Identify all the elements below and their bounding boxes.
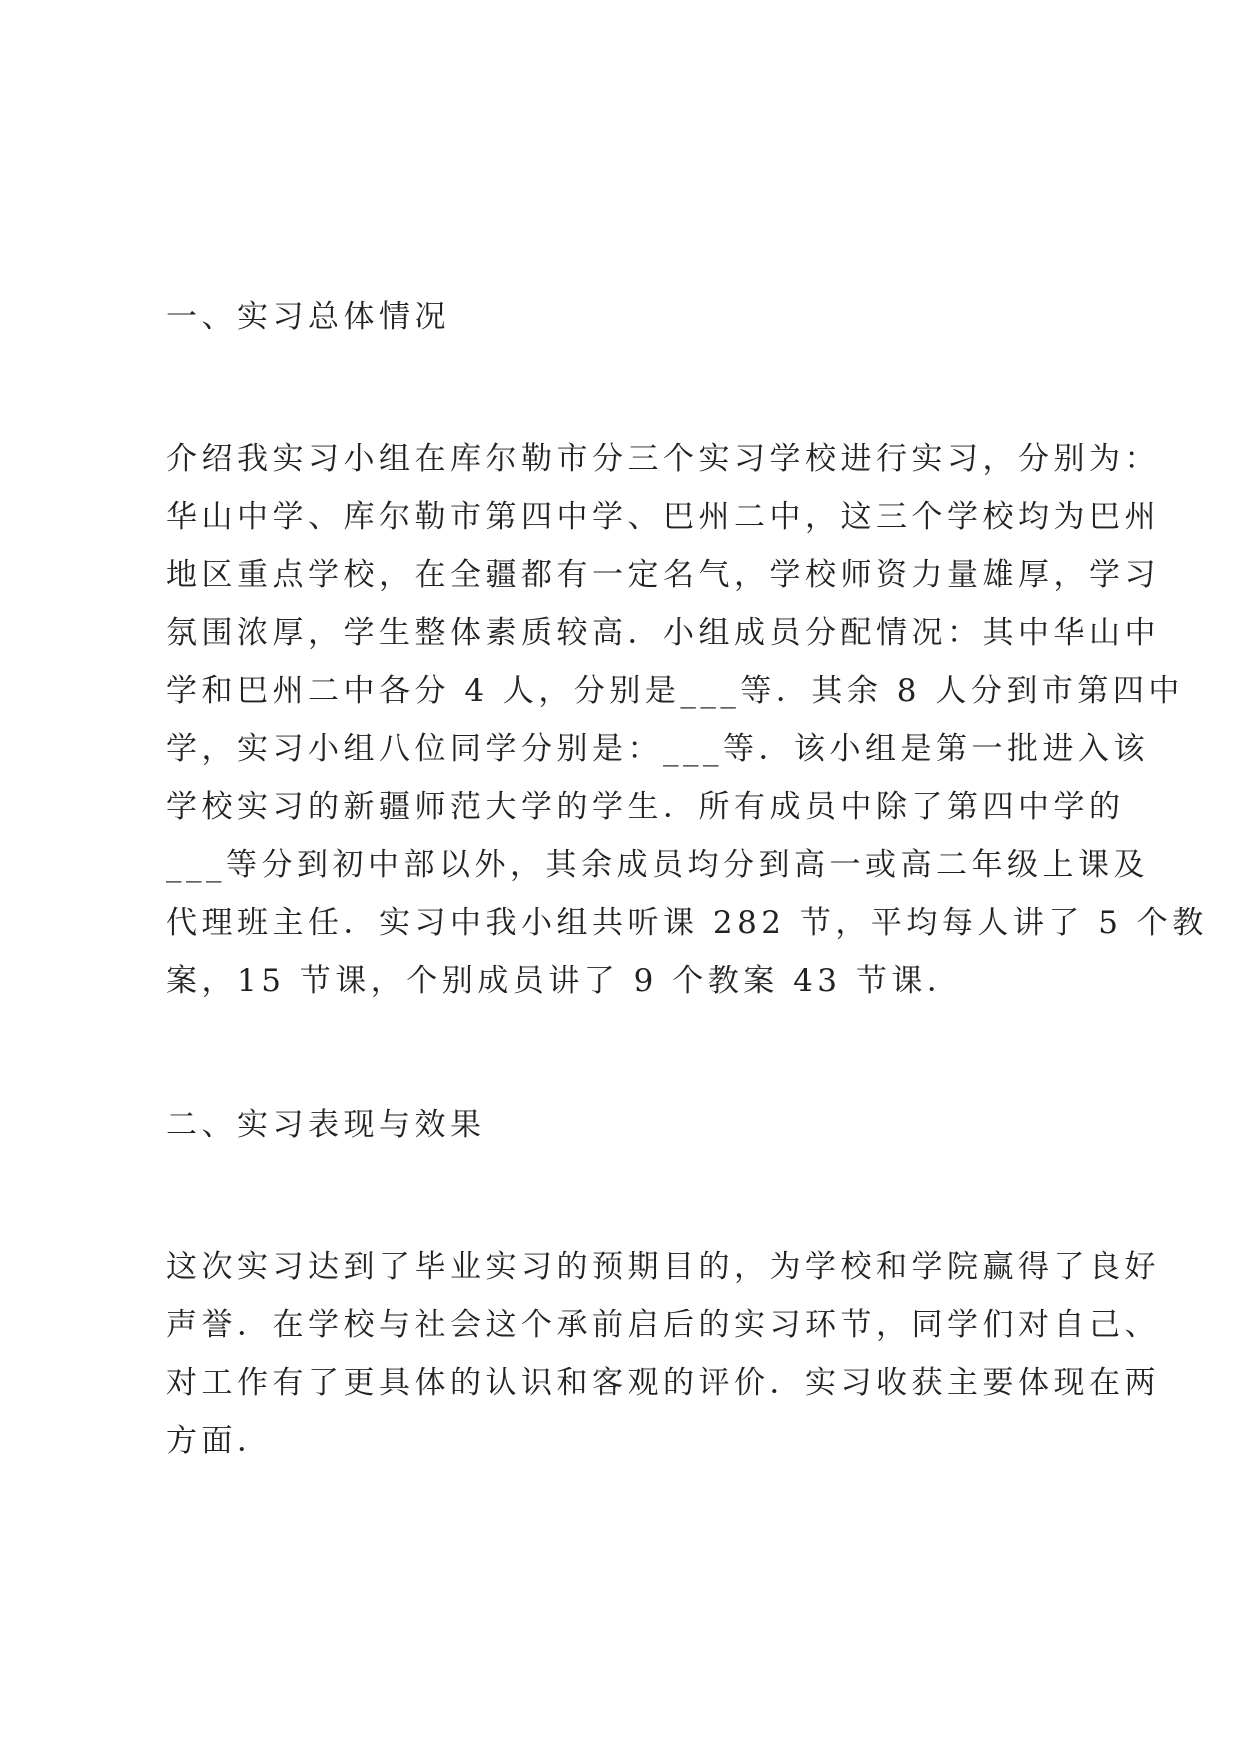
section-1-heading: 一、实习总体情况 bbox=[166, 299, 450, 335]
paragraph-line: 方面． bbox=[166, 1423, 273, 1459]
document-body bbox=[166, 288, 1208, 1470]
section-1-paragraph bbox=[166, 430, 1208, 1010]
section-2-heading: 二、实习表现与效果 bbox=[166, 1107, 486, 1143]
paragraph-line: 这次实习达到了毕业实习的预期目的，为学校和学院赢得了良好 bbox=[166, 1249, 1160, 1285]
paragraph-line: 地区重点学校，在全疆都有一定名气，学校师资力量雄厚，学习 bbox=[166, 557, 1160, 593]
paragraph-line: 氛围浓厚，学生整体素质较高．小组成员分配情况：其中华山中 bbox=[166, 615, 1160, 651]
paragraph-line: 学和巴州二中各分 4 人，分别是___等．其余 8 人分到市第四中 bbox=[166, 673, 1184, 709]
paragraph-line: 学校实习的新疆师范大学的学生．所有成员中除了第四中学的 bbox=[166, 789, 1125, 825]
paragraph-line: 介绍我实习小组在库尔勒市分三个实习学校进行实习，分别为： bbox=[166, 441, 1160, 477]
paragraph-line: 声誉．在学校与社会这个承前启后的实习环节，同学们对自己、 bbox=[166, 1307, 1160, 1343]
section-2-paragraph bbox=[166, 1238, 1160, 1470]
paragraph-line: 案，15 节课，个别成员讲了 9 个教案 43 节课． bbox=[166, 963, 963, 999]
paragraph-line: 代理班主任．实习中我小组共听课 282 节，平均每人讲了 5 个教 bbox=[166, 905, 1208, 941]
paragraph-line: 学，实习小组八位同学分别是：___等．该小组是第一批进入该 bbox=[166, 731, 1149, 767]
paragraph-line: ___等分到初中部以外，其余成员均分到高一或高二年级上课及 bbox=[166, 847, 1149, 883]
paragraph-line: 对工作有了更具体的认识和客观的评价．实习收获主要体现在两 bbox=[166, 1365, 1160, 1401]
paragraph-line: 华山中学、库尔勒市第四中学、巴州二中，这三个学校均为巴州 bbox=[166, 499, 1160, 535]
